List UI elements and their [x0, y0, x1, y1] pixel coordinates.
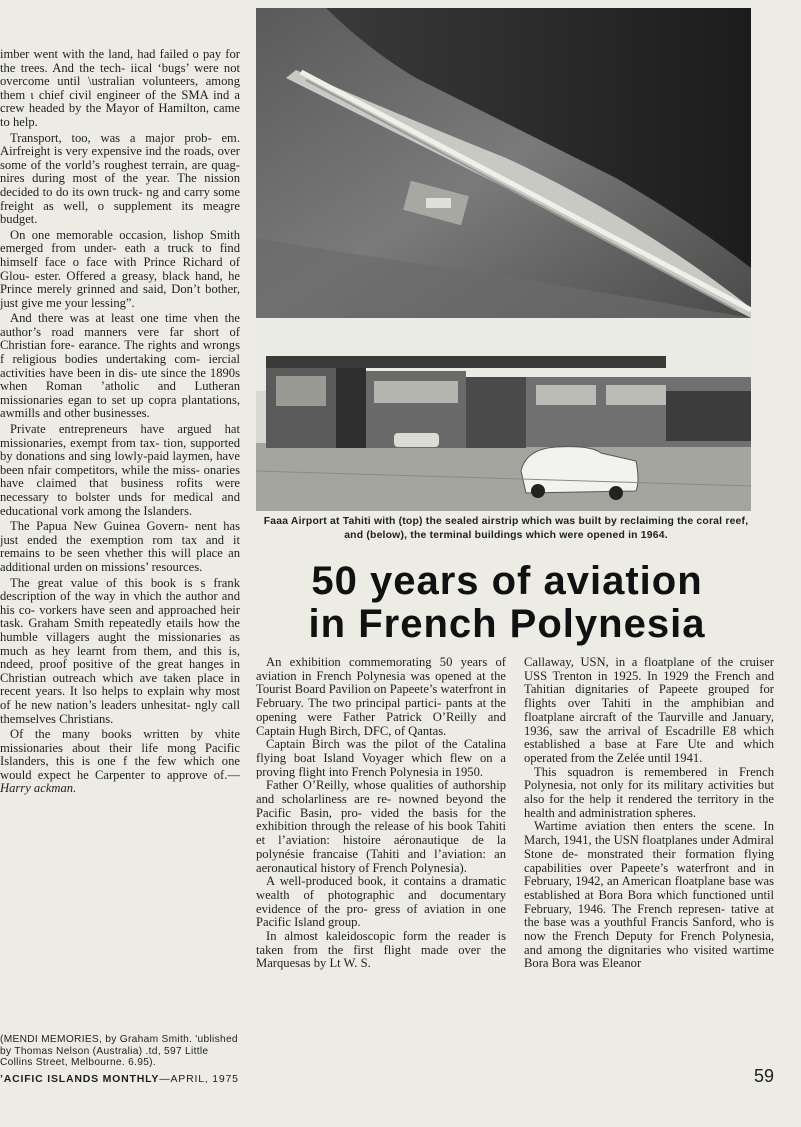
review-paragraph: Transport, too, was a major prob- em. Airfreight is very expensive ind the roads, over some of the vorld’s roughest terrain, are quag- nires during most of the year. The nission decided to do its own truck- ng and carry some freight as well, o supplement its meagre budget. — [0, 130, 240, 227]
article-title — [262, 560, 752, 646]
article-paragraph: Wartime aviation then enters the scene. In March, 1941, the USN floatplanes under Admiral Stone de- monstrated their formation flying capabilities over Papeete’s waterfront and in February, 1942, an American floatplane base was established at Bora Bora which functioned until February, 1946. The French represen- tative at the base was a youthful Francis Sanford, who is now the French Deputy for French Polynesia, and among the dignitaries who visited wartime Bora Bora was Eleanor — [524, 819, 774, 971]
book-citation: (MENDI MEMORIES, by Graham Smith. 'ublished by Thomas Nelson (Australia) .td, 597 Little Collins Street, Melbourne. 6.95). — [0, 1034, 238, 1069]
article-paragraph: This squadron is remembered in French Polynesia, not only for its military activities but also for the help it rendered the territory in the health and administration spheres. — [524, 764, 774, 820]
running-footer — [0, 1073, 239, 1085]
review-last-text: Of the many books written by vhite missionaries about their life mong Pacific Islanders, this is one f the few which one would expect he Carpenter to approve of.— — [0, 727, 240, 782]
airstrip-photo — [256, 8, 751, 318]
magazine-name: ’ACIFIC ISLANDS MONTHLY — [0, 1073, 160, 1085]
article-column-2 — [524, 656, 774, 971]
review-paragraph: And there was at least one time vhen the author’s road manners vere far short of Christian fore- earance. The rights and wrongs f religious bodies undertaking com- iercial activities have been in dis- ute since the 1890s when Roman ’atholic and Lutheran missionaries egan to set up copra plantations, awmills and other businesses. — [0, 311, 240, 421]
article-paragraph: In almost kaleidoscopic form the reader is taken from the first flight made over the Marquesas by Lt W. S. — [256, 929, 506, 971]
issue-date: —APRIL, 1975 — [159, 1073, 239, 1085]
review-paragraph: The great value of this book is s frank description of the way in vhich the author and his co- vorkers have seen and approached heir task. Graham Smith repeatedly etails how the humble villagers aught the missionaries as much as hey learnt from them, and this is, ndeed, proof positive of the great hanges in Christian outreach which ave taken place in recent years. It lso helps to explain why most of he new nation’s leaders unhesitat- ngly call themselves Christians. — [0, 575, 240, 726]
article-paragraph: A well-produced book, it contains a dramatic wealth of photographic and documentary evidence of the pro- gress of aviation in one Pacific Island group. — [256, 874, 506, 930]
article-paragraph: An exhibition commemorating 50 years of aviation in French Polynesia was opened at the Tourist Board Pavilion on Papeete’s waterfront in February. The two principal partici- pants at the opening were Father Patrick O’Reilly and Captain Hugh Birch, DFC, of Qantas. — [256, 655, 506, 738]
book-review-column — [0, 48, 240, 798]
title-line-2: in French Polynesia — [308, 602, 706, 646]
page-number: 59 — [754, 1066, 775, 1086]
review-paragraph: On one memorable occasion, lishop Smith emerged from under- eath a truck to find himself face o face with Prince Richard of Glou- ester. Offered a greasy, black hand, he Prince merely grinned and said, Don’t bother, just give me your lessing”. — [0, 227, 240, 310]
review-last-paragraph — [0, 728, 240, 796]
terminal-buildings-photo — [256, 321, 751, 511]
review-signature: Harry ackman. — [0, 781, 77, 796]
article-column-1 — [256, 656, 506, 971]
title-line-1: 50 years of aviation — [311, 559, 703, 603]
review-paragraph: imber went with the land, had failed o pay for the trees. And the tech- iical ‘bugs’ were not overcome until \ustralian volunteers, among them ι chief civil engineer of the SMA ind a crew headed by the Mayor of Hamilton, came to help. — [0, 47, 240, 129]
review-paragraph: The Papua New Guinea Govern- nent has just ended the exemption rom tax and it remains to be seen vhether this will place an additional urden on missions’ resources. — [0, 519, 240, 574]
article-paragraph: Father O’Reilly, whose qualities of authorship and scholarliness are re- nowned beyond the Pacific Basin, pro- vided the basis for the exhibition through the release of his book Tahiti et l’aviation: histoire aéronautique de la polynésie francaise (Tahiti and l’aviation: an aeronautical history of French Polynesia). — [256, 778, 506, 875]
article-paragraph: Callaway, USN, in a floatplane of the cruiser USS Trenton in 1925. In 1929 the French and Tahitian dignitaries of Papeete grouped for flights over Tahiti in the amphibian and floatplane aircraft of the Taurville and January, 1936, saw the arrival of Escadrille E8 which established a base at Fare Ute and which operated from the Zelée until 1941. — [524, 655, 774, 765]
photo-caption: Faaa Airport at Tahiti with (top) the sealed airstrip which was built by reclaiming the coral reef, and (below), the terminal buildings which were opened in 1964. — [263, 516, 749, 541]
article-paragraph: Captain Birch was the pilot of the Catalina flying boat Island Voyager which flew on a proving flight into French Polynesia in 1950. — [256, 737, 506, 779]
review-paragraph: Private entrepreneurs have argued hat missionaries, exempt from tax- tion, supported by donations and sing lowly-paid laymen, have been nfair competitors, while the miss- onaries have claimed that business rofits were necessary to bolster unds for medical and educational vork among the Islanders. — [0, 422, 240, 518]
